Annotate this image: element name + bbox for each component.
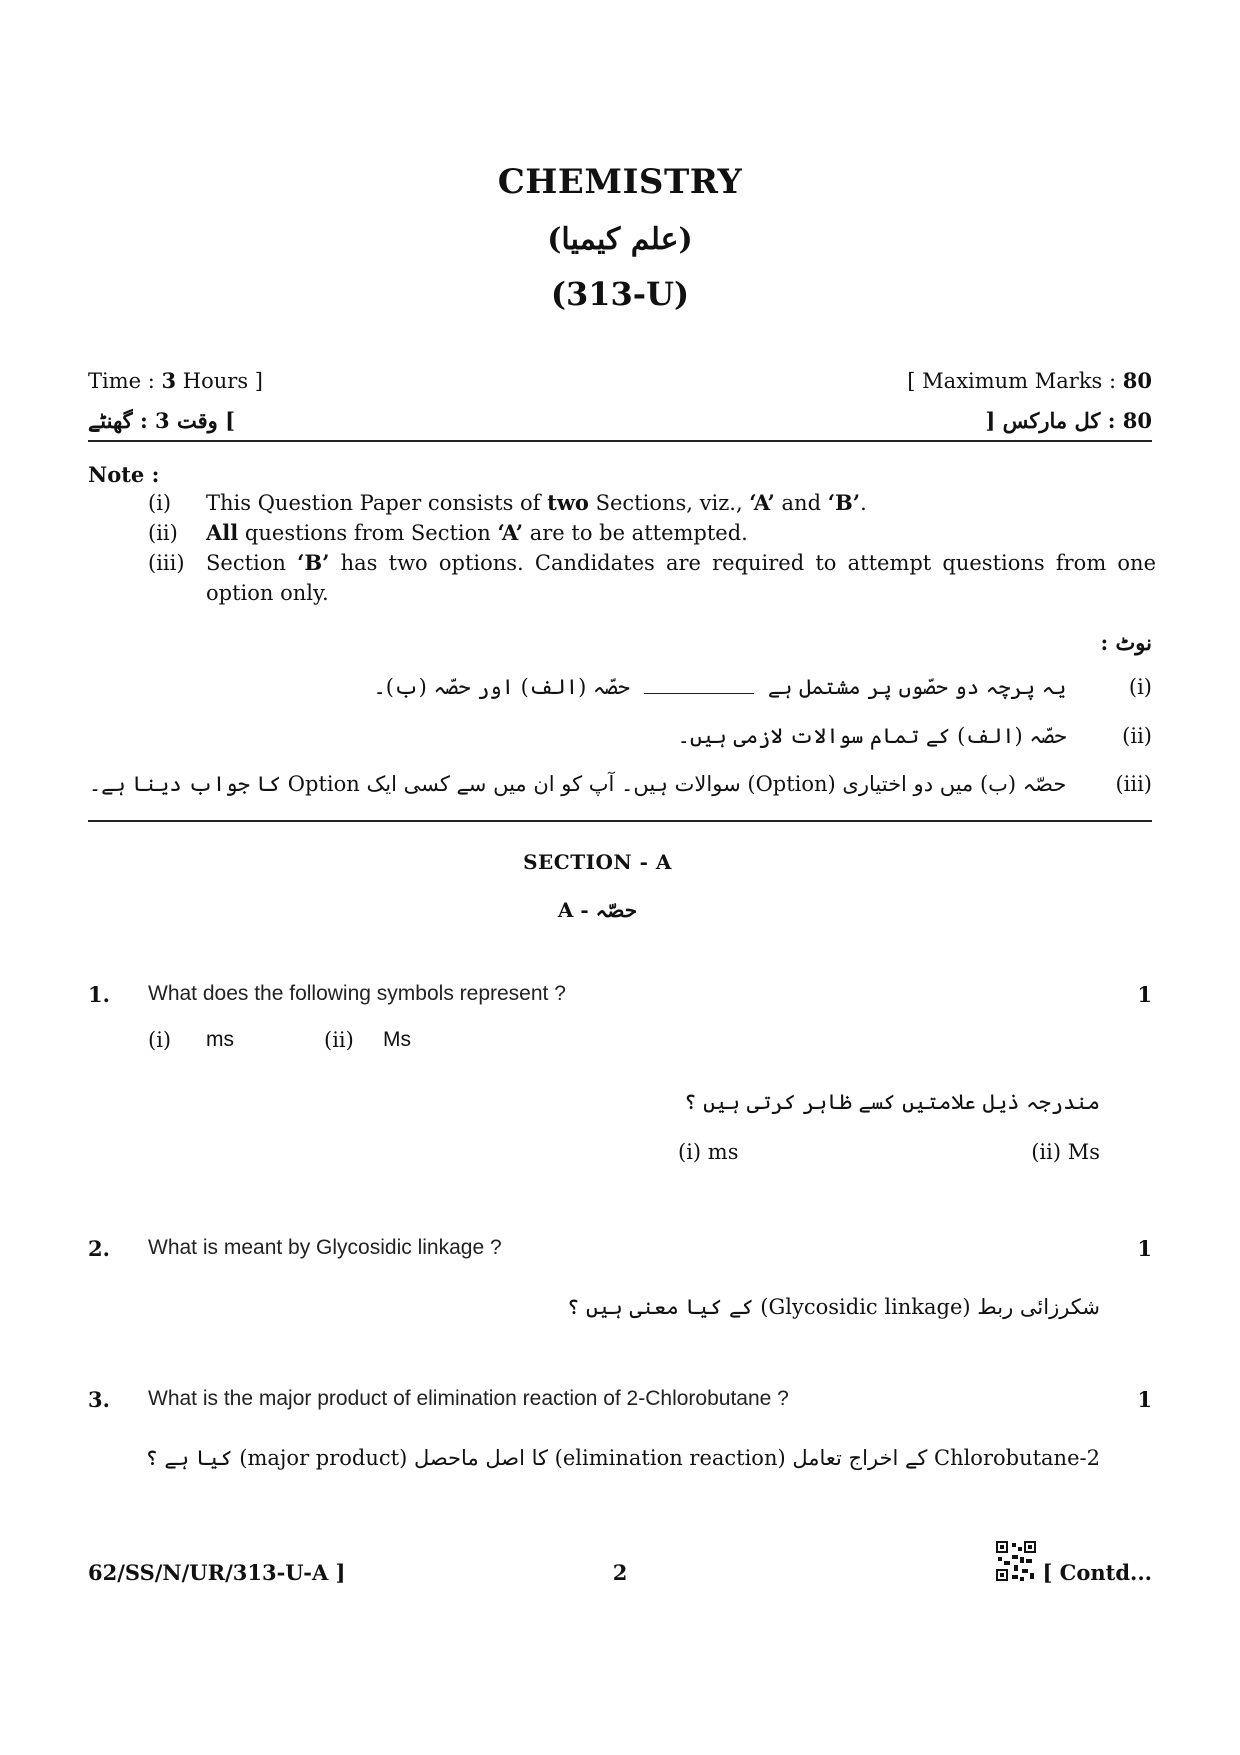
page-title: CHEMISTRY	[497, 162, 743, 202]
note-text: This Question Paper consists of	[206, 491, 548, 515]
sub-item-text: Ms	[383, 1028, 411, 1051]
urdu-note-text: حصّہ (الف) اور حصّہ (ب)۔	[373, 675, 630, 699]
question-number: 3.	[88, 1387, 110, 1412]
continued-label: [ Contd...	[1042, 1560, 1152, 1585]
marks-value: 80	[1122, 368, 1152, 393]
qr-code-icon	[996, 1541, 1036, 1581]
section-title-urdu: حصّہ - A	[557, 898, 638, 922]
question-number: 2.	[88, 1236, 110, 1261]
question-text-urdu: 2-Chlorobutane کے اخراج تعامل (elimination reaction) کا اصل ماحصل (major product) کیا ہے ؟	[145, 1446, 1100, 1470]
question-text-urdu: شکرزائی ربط (Glycosidic linkage) کے کیا معنی ہیں ؟	[566, 1295, 1100, 1319]
sub-item-number: (i)	[148, 1028, 172, 1052]
urdu-note-item	[678, 724, 1152, 748]
note-item	[206, 518, 1156, 548]
note-emphasis: ‘A’	[749, 490, 775, 515]
urdu-note-text: یہ پرچہ دو حصّوں پر مشتمل ہے	[767, 675, 1067, 699]
question-number: 1.	[88, 982, 110, 1007]
note-item	[206, 548, 1156, 608]
question-marks: 1	[1137, 1387, 1152, 1412]
time-value: 3	[161, 368, 177, 393]
maximum-marks	[907, 368, 1152, 393]
maximum-marks-urdu: 80 : کل مارکس [	[985, 408, 1152, 433]
question-marks: 1	[1137, 982, 1152, 1007]
time-allowed	[88, 368, 263, 393]
page-title-urdu: (علم کیمیا)	[547, 222, 693, 257]
urdu-note-text: حصّہ (الف) کے تمام سوالات لازمی ہیں۔	[677, 724, 1067, 748]
note-emphasis: ‘B’	[297, 550, 330, 575]
urdu-note-number: (i)	[1128, 675, 1152, 699]
marks-label: [ Maximum Marks :	[907, 369, 1123, 393]
sub-item-number: (ii)	[324, 1028, 354, 1052]
note-emphasis: ‘A’	[497, 520, 524, 545]
note-item	[206, 488, 1156, 518]
urdu-sub-item: (i) ms	[678, 1140, 739, 1164]
divider	[88, 820, 1152, 822]
question-text: What is the major product of elimination reaction of 2-Chlorobutane ?	[148, 1387, 789, 1410]
paper-code: 62/SS/N/UR/313-U-A ]	[88, 1560, 346, 1585]
time-label: Time :	[88, 369, 162, 393]
note-text: questions from Section	[238, 521, 498, 545]
note-text: Sections, viz.,	[588, 491, 750, 515]
note-text: Section	[206, 551, 298, 575]
fill-in-blank	[644, 675, 754, 694]
note-text: and	[774, 491, 828, 515]
urdu-sub-item: (ii) Ms	[1031, 1140, 1100, 1164]
note-text: has two options. Candidates are required to attempt questions from one option only.	[206, 551, 1156, 605]
sub-item-text: ms	[206, 1028, 234, 1051]
note-label: Note :	[88, 462, 160, 487]
note-item-number: (i)	[148, 491, 172, 515]
page-number: 2	[612, 1560, 628, 1585]
note-emphasis: All	[206, 520, 239, 545]
divider	[88, 440, 1152, 442]
urdu-note-item	[89, 772, 1152, 796]
subject-code: (313-U)	[550, 275, 690, 313]
time-unit: Hours ]	[176, 369, 263, 393]
urdu-note-item	[374, 675, 1153, 699]
question-text: What does the following symbols represent ?	[148, 982, 566, 1005]
note-item-number: (ii)	[148, 521, 178, 545]
note-emphasis: two	[547, 490, 589, 515]
note-text: are to be attempted.	[523, 521, 748, 545]
urdu-note-number: (iii)	[1115, 772, 1152, 796]
note-emphasis: ‘B’	[827, 490, 861, 515]
question-text: What is meant by Glycosidic linkage ?	[148, 1236, 502, 1259]
note-item-number: (iii)	[148, 551, 185, 575]
time-allowed-urdu: ] وقت 3 : گھنٹے	[88, 408, 236, 433]
urdu-note-text: حصّہ (ب) میں دو اختیاری (Option) سوالات ہیں۔ آپ کو ان میں سے کسی ایک Option کا جواب دینا ہے۔	[88, 772, 1067, 796]
note-text: .	[860, 491, 867, 515]
section-title: SECTION - A	[523, 850, 672, 874]
question-marks: 1	[1137, 1236, 1152, 1261]
urdu-note-number: (ii)	[1122, 724, 1152, 748]
urdu-note-label: نوٹ :	[1100, 630, 1152, 655]
question-text-urdu: مندرجہ ذیل علامتیں کسے ظاہر کرتی ہیں ؟	[684, 1090, 1100, 1114]
